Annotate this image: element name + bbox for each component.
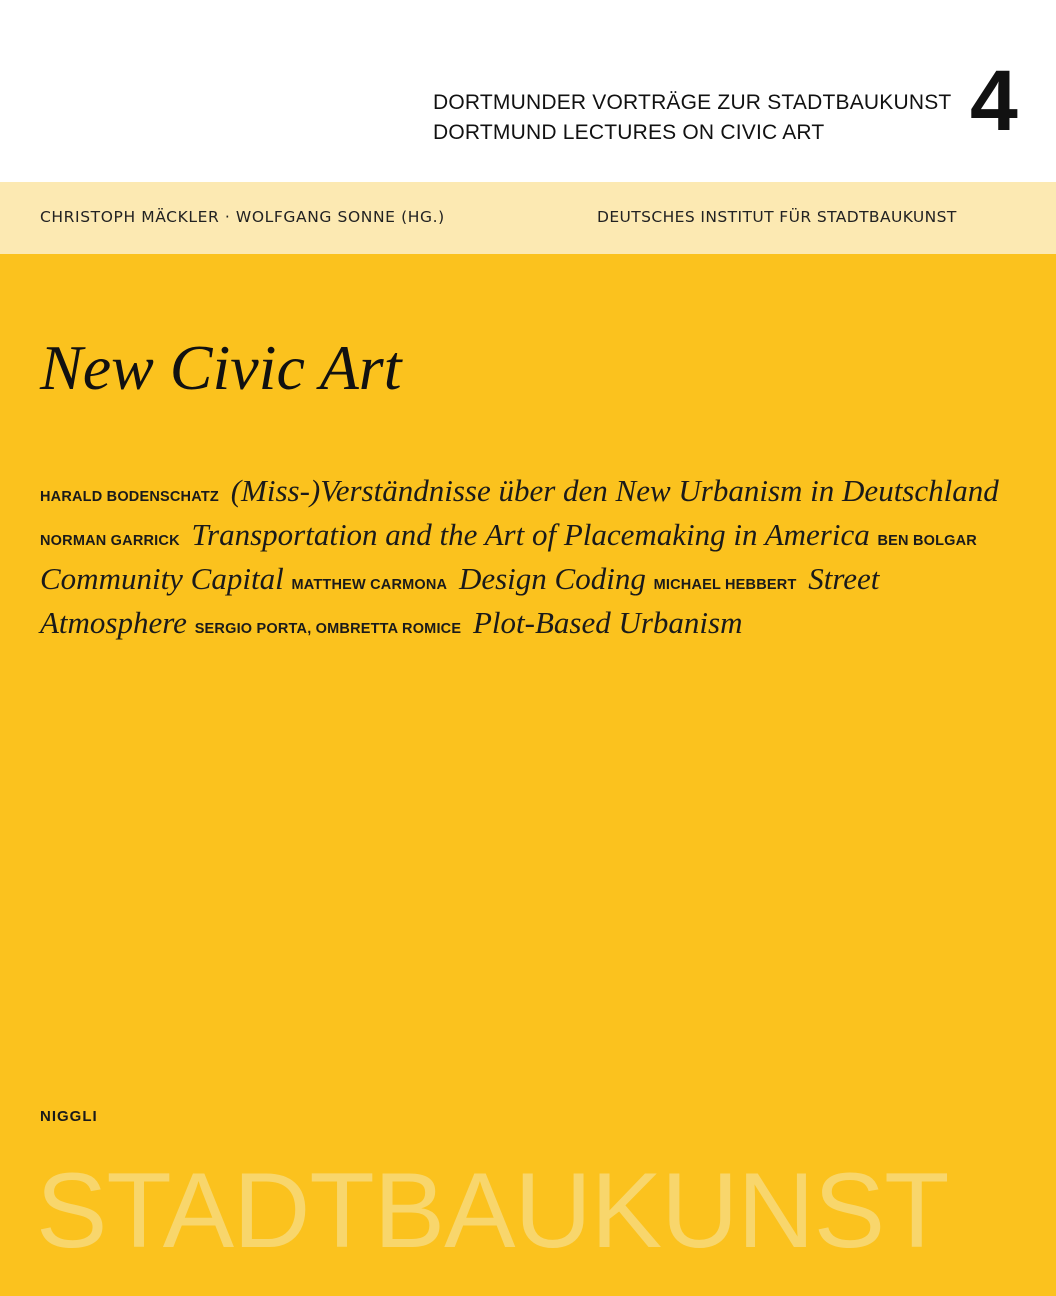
volume-number: 4 xyxy=(970,53,1018,149)
book-title: New Civic Art xyxy=(40,332,402,403)
series-title-german: DORTMUNDER VORTRÄGE ZUR STADTBAUKUNST xyxy=(433,91,952,114)
header-band xyxy=(0,0,1056,182)
contents-entry xyxy=(40,473,999,508)
contents-entry xyxy=(291,561,645,596)
series-title-english: DORTMUND LECTURES ON CIVIC ART xyxy=(433,121,825,144)
contents-author: SERGIO PORTA, OMBRETTA ROMICE xyxy=(194,621,462,637)
contents-title: Design Coding xyxy=(458,561,646,596)
contents-title: Transportation and the Art of Placemaking in America xyxy=(191,517,870,552)
editors: CHRISTOPH MÄCKLER · WOLFGANG SONNE (HG.) xyxy=(40,208,445,226)
contents-author: BEN BOLGAR xyxy=(877,533,977,549)
contents-entry xyxy=(195,605,743,640)
contents-author: MATTHEW CARMONA xyxy=(291,577,448,593)
contents-title: (Miss-)Verständnisse über den New Urbanism in Deutschland xyxy=(230,473,999,508)
contents-title: Community Capital xyxy=(40,561,284,596)
series-title xyxy=(433,88,951,148)
contents-author: MICHAEL HEBBERT xyxy=(653,577,797,593)
contents-entry xyxy=(40,517,870,552)
contents-author: HARALD BODENSCHATZ xyxy=(40,489,219,505)
contents-title: Street Atmosphere xyxy=(40,561,880,640)
contents-title: Plot-Based Urbanism xyxy=(472,605,743,640)
contents-author: NORMAN GARRICK xyxy=(40,533,180,549)
contents-list xyxy=(40,472,1005,648)
institute: DEUTSCHES INSTITUT FÜR STADTBAUKUNST xyxy=(597,208,957,226)
watermark-text: STADTBAUKUNST xyxy=(36,1150,949,1270)
publisher: NIGGLI xyxy=(40,1108,98,1125)
